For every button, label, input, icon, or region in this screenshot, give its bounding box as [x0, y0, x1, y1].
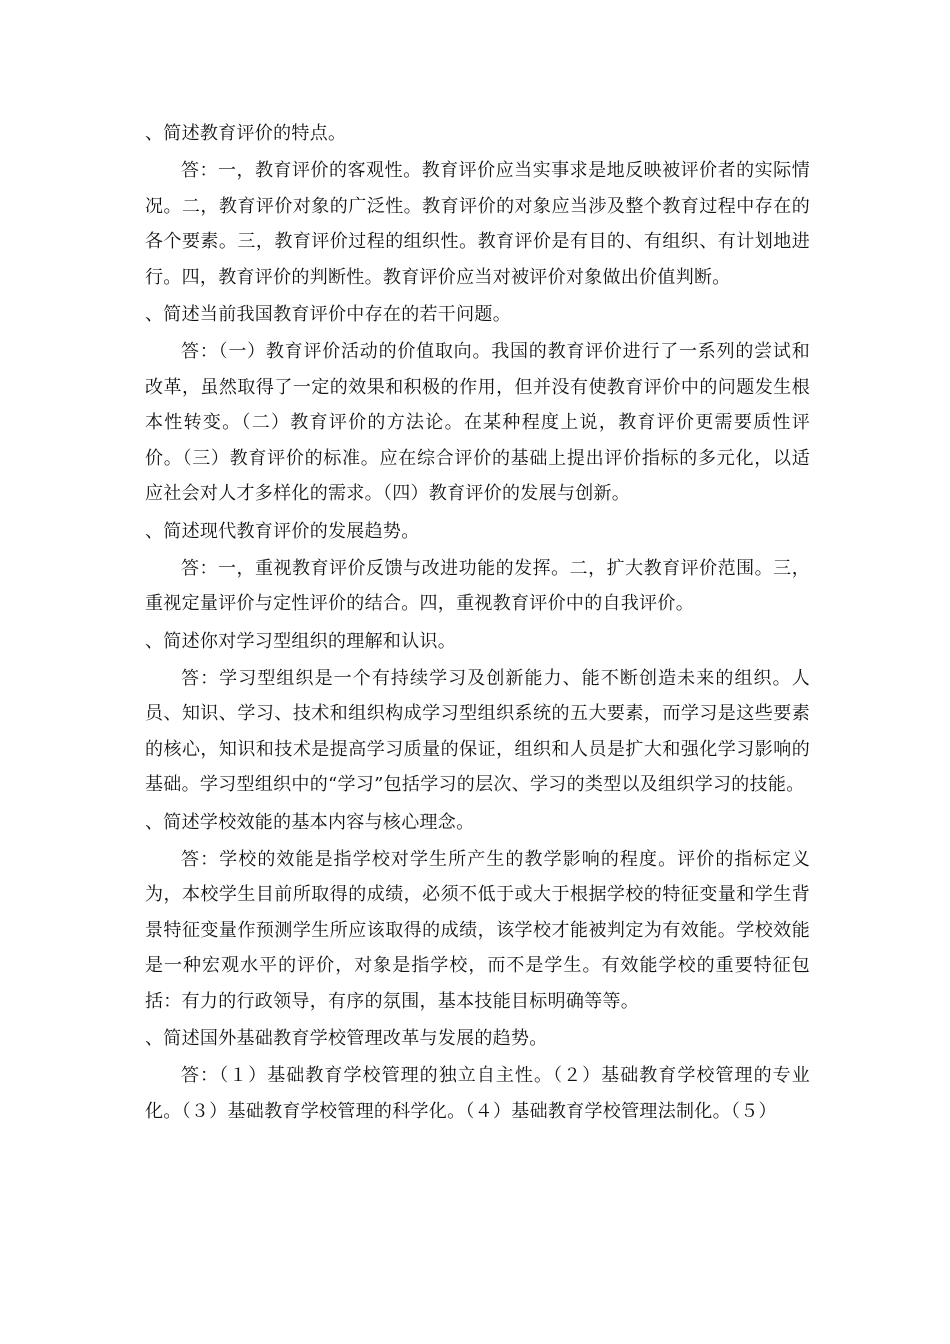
qa-item-3 — [145, 514, 810, 622]
answer-paragraph: 答：学校的效能是指学校对学生所产生的教学影响的程度。评价的指标定义为，本校学生目前所取得的成绩，必须不低于或大于根据学校的特征变量和学生背景特征变量作预测学生所应该取得的成绩，该学校才能被判定为有效能。学校效能是一种宏观水平的评价，对象是指学校，而不是学生。有效能学校的重要特征包括：有力的行政领导，有序的氛围，基本技能目标明确等等。 — [145, 848, 810, 1012]
answer-paragraph: 答：（一）教育评价活动的价值取向。我国的教育评价进行了一系列的尝试和改革，虽然取得了一定的效果和积极的作用，但并没有使教育评价中的问题发生根本性转变。（二）教育评价的方法论。在某种程度上说，教育评价更需要质性评价。（三）教育评价的标准。应在综合评价的基础上提出评价指标的多元化，以适应社会对人才多样化的需求。（四）教育评价的发展与创新。 — [145, 341, 810, 504]
question-heading: 、简述学校效能的基本内容与核心理念。 — [145, 811, 475, 833]
answer-paragraph: 答：一，重视教育评价反馈与改进功能的发挥。二，扩大教育评价范围。三，重视定量评价与定性评价的结合。四，重视教育评价中的自我评价。 — [145, 557, 810, 614]
qa-item-2 — [145, 297, 810, 512]
question-heading: 、简述教育评价的特点。 — [145, 123, 347, 144]
answer-paragraph: 答：（１）基础教育学校管理的独立自主性。（２）基础教育学校管理的专业化。（３）基础教育学校管理的科学化。（４）基础教育学校管理法制化。（５） — [145, 1065, 810, 1122]
question-heading: 、简述你对学习型组织的理解和认识。 — [145, 630, 457, 652]
qa-item-4 — [145, 624, 810, 803]
answer-paragraph: 答：一，教育评价的客观性。教育评价应当实事求是地反映被评价者的实际情况。二，教育评价对象的广泛性。教育评价的对象应当涉及整个教育过程中存在的各个要素。三，教育评价过程的组织性。教育评价是有目的、有组织、有计划地进行。四，教育评价的判断性。教育评价应当对被评价对象做出价值判断。 — [145, 160, 810, 288]
qa-item-5 — [145, 805, 810, 1020]
answer-paragraph: 答：学习型组织是一个有持续学习及创新能力、能不断创造未来的组织。人员、知识、学习、技术和组织构成学习型组织系统的五大要素，而学习是这些要素的核心，知识和技术是提高学习质量的保证，组织和人员是扩大和强化学习影响的基础。学习型组织中的“学习”包括学习的层次、学习的类型以及组织学习的技能。 — [145, 667, 810, 795]
question-heading: 、简述国外基础教育学校管理改革与发展的趋势。 — [145, 1028, 548, 1049]
question-heading: 、简述现代教育评价的发展趋势。 — [145, 520, 420, 542]
qa-item-6 — [145, 1021, 810, 1129]
question-heading: 、简述当前我国教育评价中存在的若干问题。 — [145, 304, 511, 325]
qa-item-1 — [145, 116, 810, 295]
document-page — [145, 116, 810, 1131]
